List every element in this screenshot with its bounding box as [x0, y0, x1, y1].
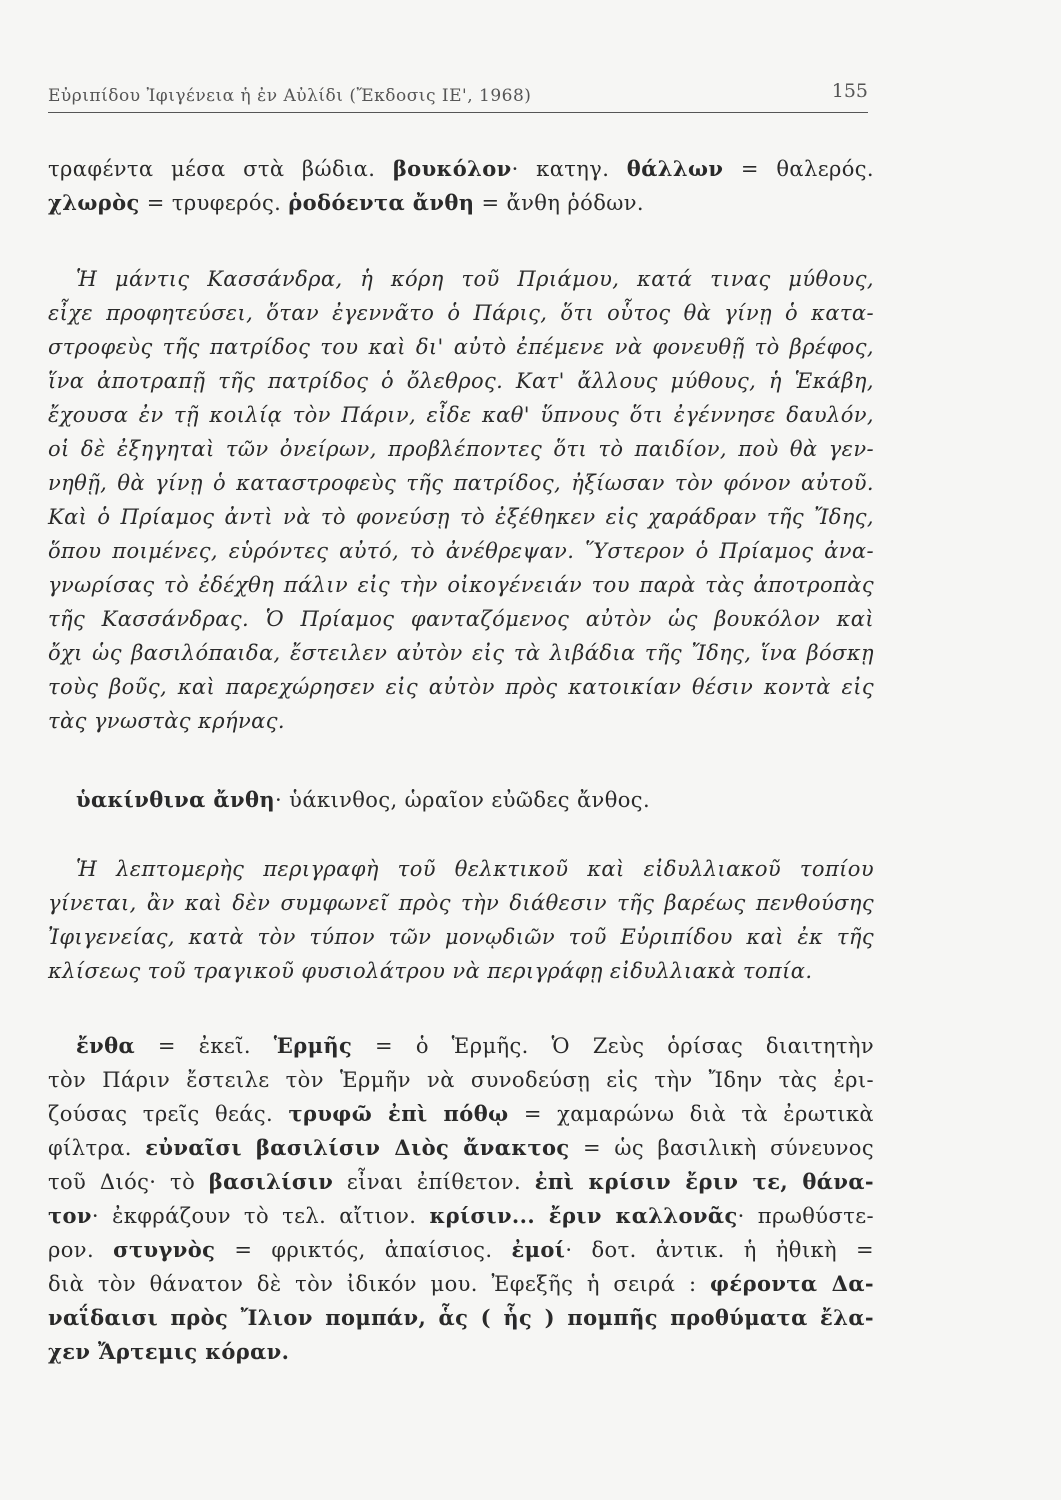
bold-lemma: φέροντα Δα- [710, 1271, 875, 1296]
bold-lemma: ἔνθα [76, 1033, 136, 1058]
bold-lemma: ἐπὶ κρίσιν ἔριν τε, θάνα- [534, 1169, 875, 1194]
gloss-text: φίλτρα. [48, 1136, 146, 1160]
gloss-text: ζούσας τρεῖς θεάς. [48, 1102, 289, 1126]
text-line: Ἡ λεπτομερὴς περιγραφὴ τοῦ θελκτικοῦ καὶ εἰδυλλιακοῦ τοπίου [76, 857, 874, 881]
text-line [48, 1267, 874, 1301]
text-line: γίνεται, ἂν καὶ δὲν συμφωνεῖ πρὸς τὴν διάθεσιν τῆς βαρέως πενθούσης [48, 891, 874, 915]
text-line: τὰς γνωστὰς κρήνας. [48, 709, 285, 733]
gloss-text: = ὡς βασιλικὴ σύνευνος [569, 1136, 874, 1160]
gloss-text: ρον. [48, 1238, 114, 1262]
text-line: Καὶ ὁ Πρίαμος ἀντὶ νὰ τὸ φονεύσῃ τὸ ἐξέθηκεν εἰς χαράδραν τῆς Ἴδης, [48, 505, 874, 529]
gloss-text: = τρυφερός. [139, 191, 289, 215]
bold-lemma: εὐναῖσι βασιλίσιν Διὸς ἄνακτος [145, 1135, 570, 1160]
text-line: Ἰφιγενείας, κατὰ τὸν τύπον τῶν μονῳδιῶν τοῦ Εὐριπίδου καὶ ἐκ τῆς [48, 925, 874, 949]
text-line: ἔχουσα ἐν τῇ κοιλίᾳ τὸν Πάριν, εἶδε καθ' ὕπνους ὅτι ἐγέννησε δαυλόν, [48, 403, 874, 427]
text-line: Ἡ μάντις Κασσάνδρα, ἡ κόρη τοῦ Πριάμου, κατά τινας μύθους, [76, 267, 874, 291]
gloss-text: τοῦ Διός· τὸ [48, 1170, 209, 1194]
text-line: ὄχι ὡς βασιλόπαιδα, ἔστειλεν αὐτὸν εἰς τὰ λιβάδια τῆς Ἴδης, ἵνα βόσκῃ [48, 641, 874, 665]
bold-lemma: ῥοδόεντα ἄνθη [288, 190, 475, 215]
text-line: κλίσεως τοῦ τραγικοῦ φυσιολάτρου νὰ περιγράφῃ εἰδυλλιακὰ τοπία. [48, 959, 813, 983]
commentary-notes-bottom [48, 1029, 874, 1369]
gloss-text: = ἐκεῖ. [135, 1034, 274, 1058]
text-line: τοὺς βοῦς, καὶ παρεχώρησεν εἰς αὐτὸν πρὸς κατοικίαν θέσιν κοντὰ εἰς [48, 675, 874, 699]
gloss-text: · ἐκφράζουν τὸ τελ. αἴτιον. [91, 1204, 430, 1228]
bold-lemma: ἐμοί [511, 1237, 566, 1262]
gloss-text: τὸν Πάριν ἔστειλε τὸν Ἑρμῆν νὰ συνοδεύσῃ εἰς τὴν Ἴδην τὰς ἐρι- [48, 1068, 874, 1092]
text-line: ἵνα ἀποτραπῇ τῆς πατρίδος ὁ ὄλεθρος. Κατ' ἄλλους μύθους, ἡ Ἑκάβη, [48, 369, 874, 393]
text-line: στροφεὺς τῆς πατρίδος του καὶ δι' αὐτὸ ἐπέμενε νὰ φονευθῇ τὸ βρέφος, [48, 335, 874, 359]
text-line: οἱ δὲ ἐξηγηταὶ τῶν ὀνείρων, προβλέποντες ὅτι τὸ παιδίον, ποὺ θὰ γεν- [48, 437, 874, 461]
bold-lemma: στυγνὸς [113, 1237, 216, 1262]
commentary-notes-top [48, 152, 874, 220]
gloss-text: = θαλερός. [723, 157, 874, 181]
gloss-text: τραφέντα μέσα στὰ βώδια. [48, 157, 393, 181]
text-line [48, 1199, 874, 1233]
gloss-text: διὰ τὸν θάνατον δὲ τὸν ἰδικόν μου. Ἐφεξῆς ἡ σειρά : [48, 1272, 711, 1296]
commentary-paragraph-cassandra [48, 262, 874, 738]
commentary-paragraph-landscape [48, 852, 874, 988]
gloss-text: = ὁ Ἑρμῆς. Ὁ Ζεὺς ὁρίσας διαιτητὴν [352, 1034, 874, 1058]
bold-lemma: Ἑρμῆς [273, 1033, 353, 1058]
gloss-text: = φρικτός, ἀπαίσιος. [215, 1238, 512, 1262]
page-number: 155 [831, 80, 868, 102]
text-line: γνωρίσας τὸ ἐδέχθη πάλιν εἰς τὴν οἰκογένειάν του παρὰ τὰς ἀποτροπὰς [48, 573, 874, 597]
lemma-line [48, 783, 874, 817]
text-line [48, 1335, 874, 1369]
text-line [48, 186, 874, 220]
commentary-lemma-hyacinth [48, 783, 874, 817]
text-line [48, 152, 874, 186]
running-header [48, 78, 868, 113]
running-title: Εὐριπίδου Ἰφιγένεια ἡ ἐν Αὐλίδι (Ἔκδοσις ΙΕ', 1968) [48, 86, 532, 106]
text-line: ὅπου ποιμένες, εὑρόντες αὐτό, τὸ ἀνέθρεψαν. Ὕστερον ὁ Πρίαμος ἀνα- [48, 539, 874, 563]
gloss-text: εἶναι ἐπίθετον. [333, 1170, 535, 1194]
text-line [48, 1097, 874, 1131]
text-line [48, 1301, 874, 1335]
gloss-text: · κατηγ. [511, 157, 627, 181]
bold-lemma: τον [48, 1203, 92, 1228]
gloss-text: · ὑάκινθος, ὡραῖον εὐῶδες ἄνθος. [275, 788, 651, 812]
bold-lemma: κρίσιν... ἔριν καλλονᾶς [429, 1203, 738, 1228]
text-line: τῆς Κασσάνδρας. Ὁ Πρίαμος φανταζόμενος αὐτὸν ὡς βουκόλον καὶ [48, 607, 874, 631]
bold-lemma: χλωρὸς [48, 190, 140, 215]
gloss-text: = χαμαρώνω διὰ τὰ ἐρωτικὰ [508, 1102, 874, 1126]
gloss-text: · πρωθύστε- [737, 1204, 874, 1228]
text-line: εἶχε προφητεύσει, ὅταν ἐγεννᾶτο ὁ Πάρις, ὅτι οὗτος θὰ γίνῃ ὁ κατα- [48, 301, 874, 325]
bold-lemma: χεν Ἄρτεμις κόραν. [48, 1339, 290, 1364]
bold-lemma: θάλλων [626, 156, 724, 181]
bold-lemma: ναΐδαισι πρὸς Ἴλιον πομπάν, ἇς ( ἧς ) πομπῆς προθύματα ἔλα- [48, 1305, 874, 1330]
text-line [48, 1233, 874, 1267]
text-line [48, 1131, 874, 1165]
bold-lemma: ὑακίνθινα ἄνθη [76, 787, 276, 812]
bold-lemma: βασιλίσιν [208, 1169, 334, 1194]
gloss-text: · δοτ. ἀντικ. ἡ ἠθικὴ = [565, 1238, 875, 1262]
bold-lemma: τρυφῶ ἐπὶ πόθῳ [288, 1101, 509, 1126]
text-line [48, 1029, 874, 1063]
gloss-text: = ἄνθη ῥόδων. [474, 191, 644, 215]
bold-lemma: βουκόλον [392, 156, 512, 181]
text-line: νηθῇ, θὰ γίνῃ ὁ καταστροφεὺς τῆς πατρίδος, ἠξίωσαν τὸν φόνον αὐτοῦ. [48, 471, 874, 495]
text-line [48, 1165, 874, 1199]
text-line [48, 1063, 874, 1097]
